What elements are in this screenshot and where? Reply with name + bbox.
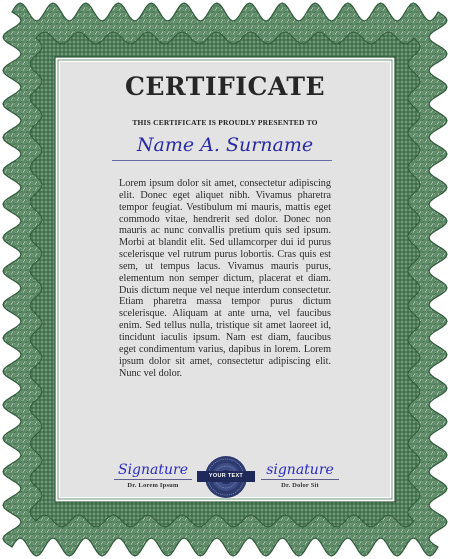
certificate-body-text: Lorem ipsum dolor sit amet, consectetur adipiscing elit. Donec eget aliquet nibh. Vivamus pharetra tempor feugiat. Vestibulum mi mauris, mattis eget commodo vitae, hendrerit sed dolor. Donec non mauris ac nunc convallis pretium quis sed ipsum. Morbi at blandit elit. Sed ullamcorper dui id purus scelerisque vel rutrum purus lobortis. Cras quis est sem, ut tempus lacus. Vivamus mauris purus, elementum non semper dictum, placerat et diam. Duis dictum neque vel neque interdum consectetur. Etiam pharetra massa tempor purus dictum scelerisque. Aliquam at ante urna, vel faucibus enim. Sed tellus nulla, tristique sit amet laoreet id, tincidunt iaculis ipsum. Nam est diam, faucibus eget condimentum varius, dapibus in lorem. Lorem ipsum dolor sit amet, consectetur adipiscing elit. Nunc vel dolor. [119,178,331,379]
presented-to-line: THIS CERTIFICATE IS PROUDLY PRESENTED TO [132,118,318,127]
right-signature-line [261,479,339,480]
right-signature-block [255,462,345,489]
recipient-name: Name A. Surname [136,134,314,156]
right-signature-caption: Dr. Dolor Sit [281,482,319,489]
name-underline [112,160,332,161]
left-signature-line [114,479,192,480]
left-signature-caption: Dr. Lorem Ipsum [127,482,179,489]
left-signature: Signature [117,462,188,478]
certificate-panel [60,62,390,497]
certificate-title: CERTIFICATE [124,72,326,101]
left-signature-block [108,462,198,489]
seal-ribbon: YOUR TEXT [197,471,255,482]
right-signature: signature [266,462,334,478]
